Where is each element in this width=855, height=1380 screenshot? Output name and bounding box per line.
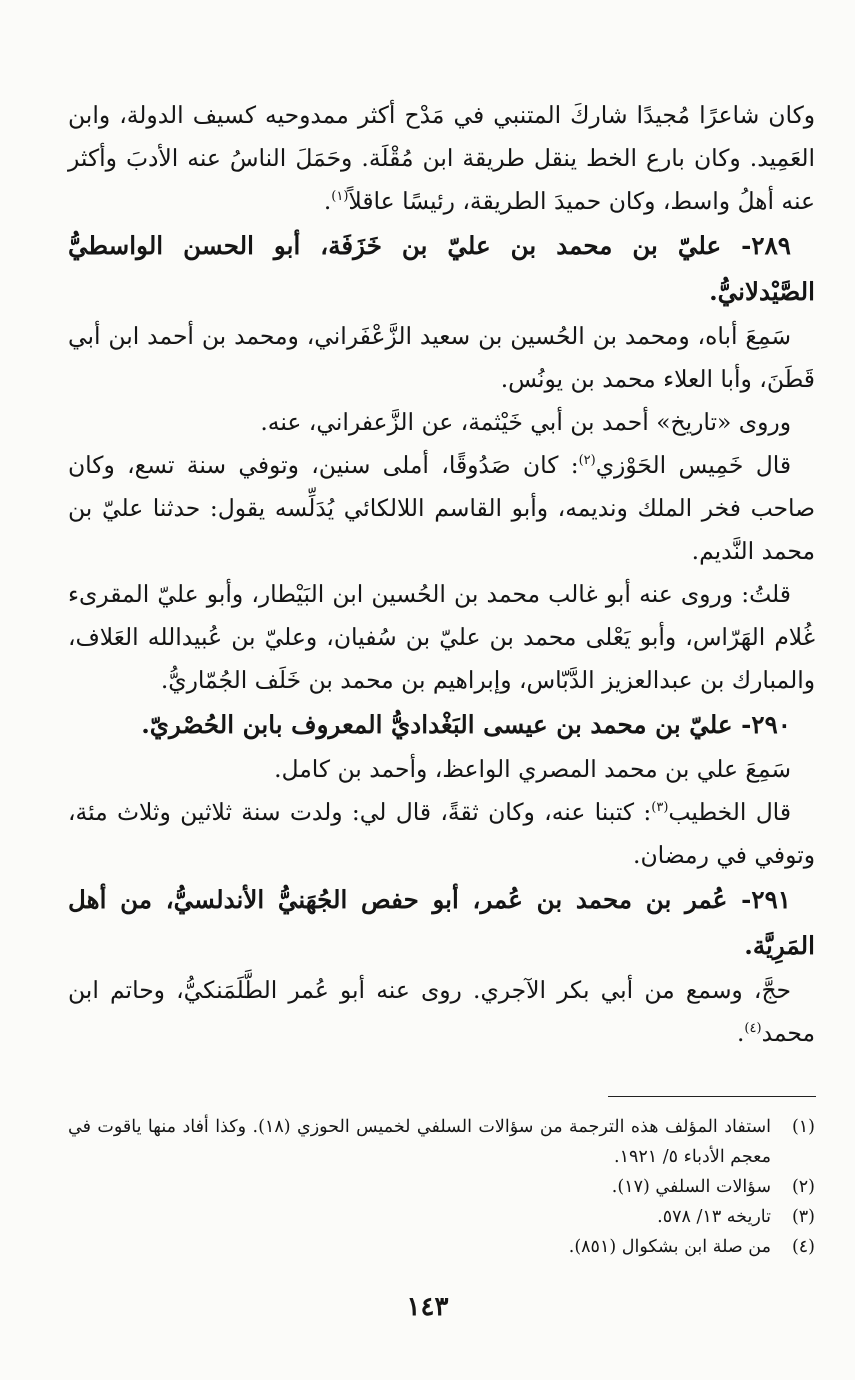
main-text — [68, 94, 815, 1055]
footnotes — [68, 1112, 815, 1262]
entry-heading-289: ٢٨٩- عليّ بن محمد بن عليّ بن خَزَفَة، أبو الحسن الواسطيُّ الصَّيْدلانيُّ. — [68, 231, 815, 306]
paragraph-text: قال خَمِيس الحَوْزي — [595, 451, 791, 479]
footnote-ref: (٢) — [578, 453, 596, 469]
footnote-ref: (٤) — [744, 1021, 762, 1037]
paragraph — [68, 969, 815, 1055]
footnote-number: (٣) — [791, 1207, 815, 1227]
footnote-number: (٢) — [791, 1177, 815, 1197]
footnote-number: (٤) — [791, 1237, 815, 1257]
footnote — [68, 1232, 815, 1262]
punctuation: . — [323, 187, 332, 215]
footnote-ref: (٣) — [651, 800, 669, 816]
footnote-text: سؤالات السلفي (١٧). — [611, 1177, 771, 1197]
footnote-ref: (١) — [331, 189, 349, 205]
paragraph — [68, 444, 815, 573]
paragraph-text: : كان صَدُوقًا، أملى سنين، وتوفي سنة تسع، وكان صاحب فخر الملك ونديمه، وأبو القاسم اللالكائي يُدَلِّسه يقول: حدثنا عليّ بن محمد النَّديم. — [68, 451, 815, 565]
punctuation: . — [736, 1019, 745, 1047]
footnote-divider — [608, 1096, 816, 1097]
paragraph-text: حجَّ، وسمع من أبي بكر الآجري. روى عنه أبو عُمر الطَّلَمَنكيُّ، وحاتم ابن محمد — [68, 976, 815, 1047]
footnote — [68, 1202, 815, 1232]
footnote-text: تاريخه ١٣/ ٥٧٨. — [657, 1207, 771, 1227]
paragraph-text: : كتبنا عنه، وكان ثقةً، قال لي: ولدت سنة ثلاثين وثلاث مئة، وتوفي في رمضان. — [68, 798, 815, 869]
paragraph: قلتُ: وروى عنه أبو غالب محمد بن الحُسين ابن البَيْطار، وأبو عليّ المقرىء غُلام الهَرّاس، وأبو يَعْلى محمد بن عليّ بن سُفيان، وعليّ بن عُبيدالله العَلاف، والمبارك بن عبدالعزيز الدَّبّاس، وإبراهيم بن محمد بن خَلَف الجُمّاريُّ. — [68, 580, 815, 694]
paragraph: سَمِعَ أباه، ومحمد بن الحُسين بن سعيد الزَّعْفَراني، ومحمد بن أحمد ابن أبي قَطَنَ، وأبا العلاء محمد بن يونُس. — [68, 322, 815, 393]
paragraph — [68, 94, 815, 223]
entry-heading-291: ٢٩١- عُمر بن محمد بن عُمر، أبو حفص الجُهَنيُّ الأندلسيُّ، من أهل المَرِيَّة. — [68, 885, 815, 960]
page-number: ١٤٣ — [406, 1292, 449, 1322]
footnote-text: من صلة ابن بشكوال (٨٥١). — [568, 1237, 771, 1257]
footnote — [68, 1112, 815, 1172]
paragraph: وروى «تاريخ» أحمد بن أبي خَيْثمة، عن الزَّعفراني، عنه. — [260, 408, 791, 436]
entry-heading-290: ٢٩٠- عليّ بن محمد بن عيسى البَغْداديُّ المعروف بابن الحُصْريّ. — [141, 710, 791, 739]
footnote — [68, 1172, 815, 1202]
paragraph-text: وكان شاعرًا مُجيدًا شاركَ المتنبي في مَدْح أكثر ممدوحيه كسيف الدولة، وابن العَمِيد. وكان بارع الخط ينقل طريقة ابن مُقْلَة. وحَمَلَ الناسُ عنه الأدبَ وأكثر عنه أهلُ واسط، وكان حميدَ الطريقة، رئيسًا عاقلاً — [68, 101, 815, 215]
paragraph: سَمِعَ علي بن محمد المصري الواعظ، وأحمد بن كامل. — [274, 755, 791, 783]
footnote-text: استفاد المؤلف هذه الترجمة من سؤالات السلفي لخميس الحوزي (١٨). وكذا أفاد منها ياقوت في معجم الأدباء ٥/ ١٩٢١. — [68, 1117, 771, 1167]
footnote-number: (١) — [791, 1117, 815, 1137]
paragraph-text: قال الخطيب — [668, 798, 791, 826]
paragraph — [68, 791, 815, 877]
